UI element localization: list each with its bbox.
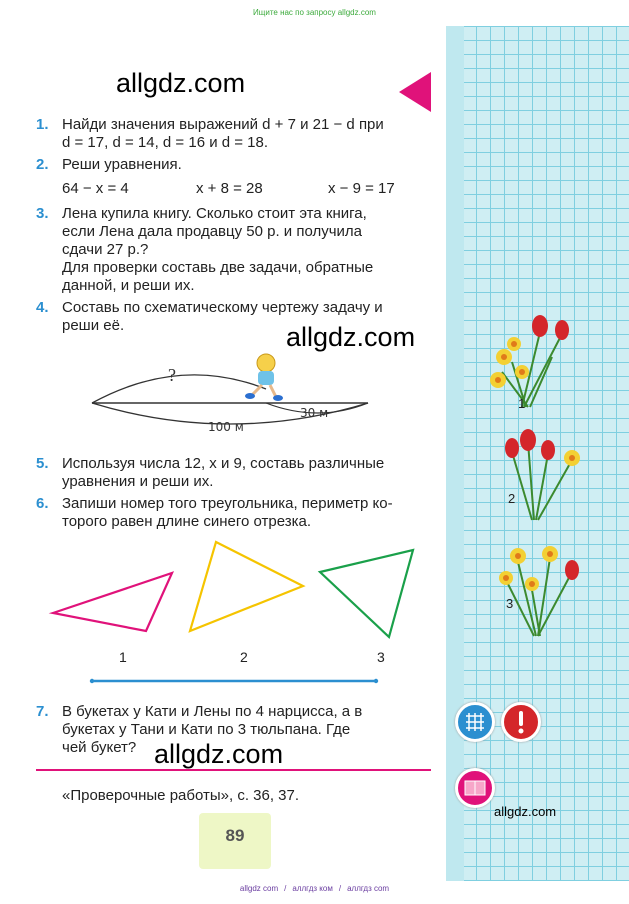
header-note: Ищите нас по запросу allgdz.com [253, 8, 376, 17]
task-number: 6. [36, 495, 49, 512]
footer-link[interactable]: аллгдз com [347, 884, 390, 893]
task-line: если Лена дала продавцу 50 р. и получила [62, 223, 363, 240]
running-child-icon [245, 354, 283, 401]
triangle-3-label: 3 [377, 649, 385, 665]
watermark-top: allgdz.com [116, 68, 246, 98]
task-line: Реши уравнения. [62, 156, 182, 173]
task-line: чей букет? [62, 739, 137, 756]
task-line: букетах у Тани и Кати по 3 тюльпана. Где [62, 721, 351, 738]
task-number: 2. [36, 156, 49, 173]
task-line: Для проверки составь две задачи, обратные [62, 259, 374, 276]
task-line: Используя числа 12, x и 9, составь различные [62, 455, 385, 472]
task-number: 1. [36, 116, 49, 133]
exclamation-icon [501, 702, 541, 742]
task-number: 5. [36, 455, 49, 472]
triangle-1-label: 1 [119, 649, 127, 665]
task-2 [36, 156, 432, 174]
bouquet-1-label: 1 [518, 396, 526, 411]
task-1 [36, 116, 432, 152]
segment-endpoint [90, 679, 94, 683]
watermark-middle: allgdz.com [286, 322, 416, 352]
task-line: данной, и реши их. [62, 277, 195, 294]
equation-1: 64 − x = 4 [62, 180, 129, 197]
task-line: реши её. [62, 317, 125, 334]
footer-link[interactable]: аллгдз ком [292, 884, 333, 893]
footer-links [0, 884, 629, 893]
task-number: 3. [36, 205, 49, 222]
task-line: уравнения и реши их. [62, 473, 214, 490]
footer-separator: / [284, 884, 287, 893]
watermark-margin: allgdz.com [494, 804, 557, 819]
segment-endpoint [374, 679, 378, 683]
task-line: Найди значения выражений d + 7 и 21 − d при [62, 116, 384, 133]
footer-link[interactable]: allgdz com [239, 884, 279, 893]
bookmark-marker [399, 72, 431, 112]
segment-label: 30 м [300, 406, 329, 420]
reference-text: «Проверочные работы», с. 36, 37. [62, 787, 300, 804]
task-line: сдачи 27 р.? [62, 241, 149, 258]
equation-2: x + 8 = 28 [196, 180, 263, 197]
task-3 [36, 205, 432, 295]
margin-edge [446, 26, 464, 881]
task-6 [36, 495, 432, 531]
page-number: 89 [225, 826, 245, 845]
bouquet-3-label: 3 [506, 596, 514, 611]
task-line: В букетах у Кати и Лены по 4 нарцисса, а в [62, 703, 363, 720]
bouquet-2-label: 2 [508, 491, 516, 506]
task-line: Лена купила книгу. Сколько стоит эта книга, [62, 205, 367, 222]
bouquet-3-image [488, 540, 588, 640]
schematic-diagram [80, 345, 380, 440]
triangle-3 [320, 550, 413, 637]
triangle-2 [190, 542, 303, 631]
question-mark: ? [168, 365, 176, 385]
triangle-1 [53, 573, 172, 631]
upper-arc [92, 375, 266, 403]
task-number: 7. [36, 703, 49, 720]
task-line: d = 17, d = 14, d = 16 и d = 18. [62, 134, 269, 151]
watermark-lower: allgdz.com [154, 739, 284, 769]
book-icon [455, 768, 495, 808]
footer-separator: / [338, 884, 342, 893]
equation-3: x − 9 = 17 [328, 180, 395, 197]
task-number: 4. [36, 299, 49, 316]
grid-icon [455, 702, 495, 742]
total-label: 100 м [208, 420, 244, 434]
task-5 [36, 455, 432, 491]
divider-line [36, 769, 431, 771]
bouquet-1-image [482, 312, 582, 412]
bouquet-2-image [490, 428, 590, 524]
task-line: Составь по схематическому чертежу задачу и [62, 299, 383, 316]
task-line: Запиши номер того треугольника, периметр ко- [62, 495, 393, 512]
triangle-2-label: 2 [240, 649, 248, 665]
task-line: торого равен длине синего отрезка. [62, 513, 312, 530]
